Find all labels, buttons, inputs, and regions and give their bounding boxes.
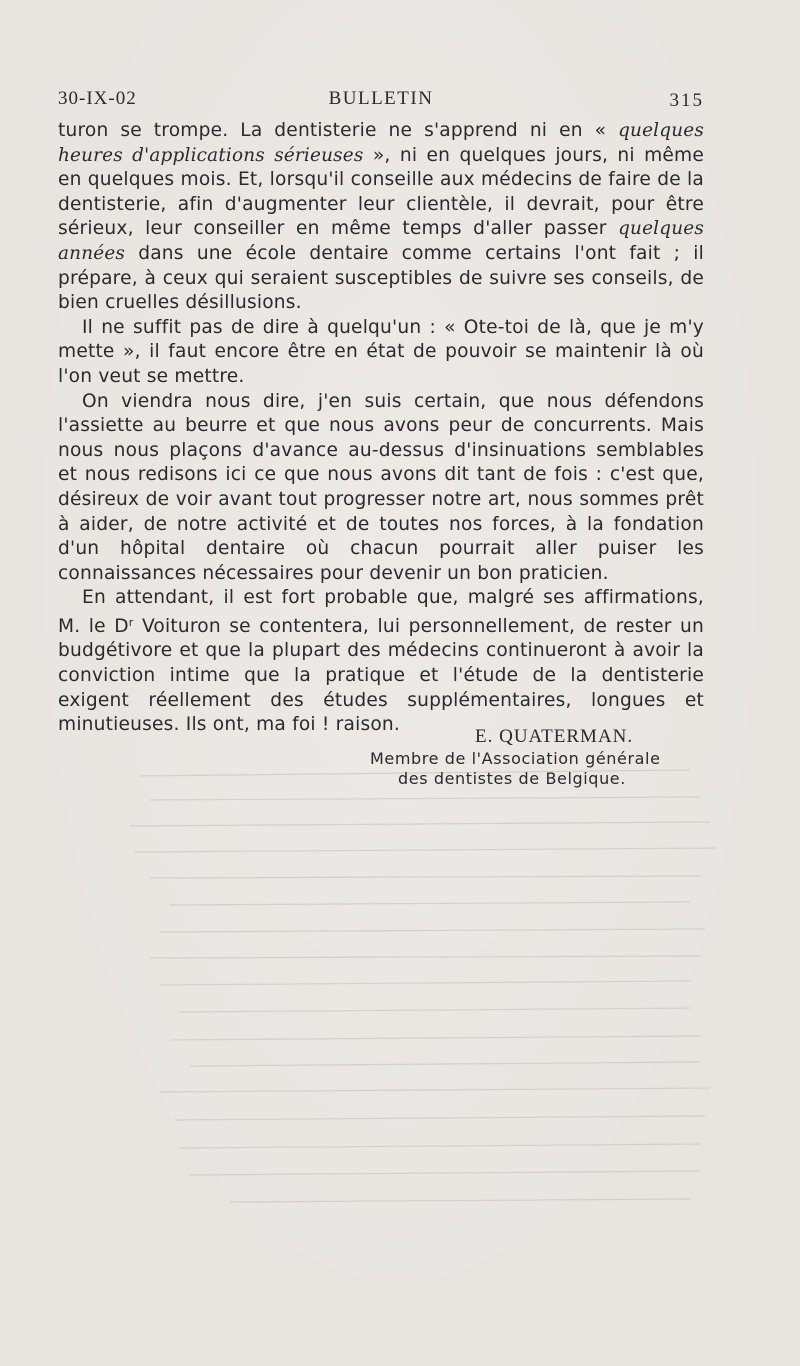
paragraph-1-segment: dans une école dentaire comme certains l'ont fait ; il prépare, à ceux qui seraient susceptibles de suivre ses conseils, de bien cruelles désillusions. [58, 242, 704, 314]
paragraph-4 [58, 586, 704, 738]
header-title: BULLETIN [328, 88, 434, 109]
paragraph-4-segment: Voituron se contentera, lui personnellement, de rester un budgétivore et que la plupart des médecins continueront à avoir la conviction intime que la pratique et l'étude de la dentisterie exigent réellement des études supplémentaires, longues et minutieuses. Ils ont, ma foi ! raison. [58, 615, 704, 736]
page-number: 315 [669, 90, 704, 111]
paragraph-1-segment: quelques heures d'applications sérieuses [58, 120, 704, 166]
paragraph-2-segment: Il ne suffit pas de dire à quelqu'un : « Ote-toi de là, que je m'y mette », il faut encore être en état de pouvoir se maintenir là où l'on veut se mettre. [58, 316, 704, 387]
signature-name: E. QUATERMAN. [475, 726, 634, 747]
signature-affiliation-line-1: Membre de l'Association générale [370, 749, 661, 768]
paragraph-1-segment: quelques années [58, 218, 704, 264]
running-head [58, 88, 704, 114]
paragraph-1 [58, 119, 704, 316]
article-body [58, 119, 704, 738]
header-date: 30-IX-02 [58, 88, 137, 109]
paragraph-3 [58, 390, 704, 587]
signature-affiliation-line-2: des dentistes de Belgique. [398, 769, 626, 788]
paragraph-1-segment: turon se trompe. La dentisterie ne s'apprend ni en « [58, 120, 619, 141]
paragraph-4-segment: r [128, 615, 134, 629]
signature-block [360, 727, 690, 789]
paragraph-4-segment: En attendant, il est fort probable que, malgré ses affirmations, M. le D [58, 587, 704, 637]
paragraph-2 [58, 316, 704, 390]
paragraph-3-segment: On viendra nous dire, j'en suis certain, que nous défendons l'assiette au beurre et que nous avons peur de concurrents. Mais nous nous plaçons d'avance au-dessus d'insinuations semblables et nous redisons ici ce que nous avons dit tant de fois : c'est que, désireux de voir avant tout progresser notre art, nous sommes prêt à aider, de notre activité et de toutes nos forces, à la fondation d'un hôpital dentaire où chacun pourrait aller puiser les connaissances nécessaires pour devenir un bon praticien. [58, 390, 704, 584]
paragraph-1-segment: », ni en quelques jours, ni même en quelques mois. Et, lorsqu'il conseille aux médecins de faire de la dentisterie, afin d'augmenter leur clientèle, il devrait, pour être sérieux, leur conseiller en même temps d'aller passer [58, 144, 704, 240]
